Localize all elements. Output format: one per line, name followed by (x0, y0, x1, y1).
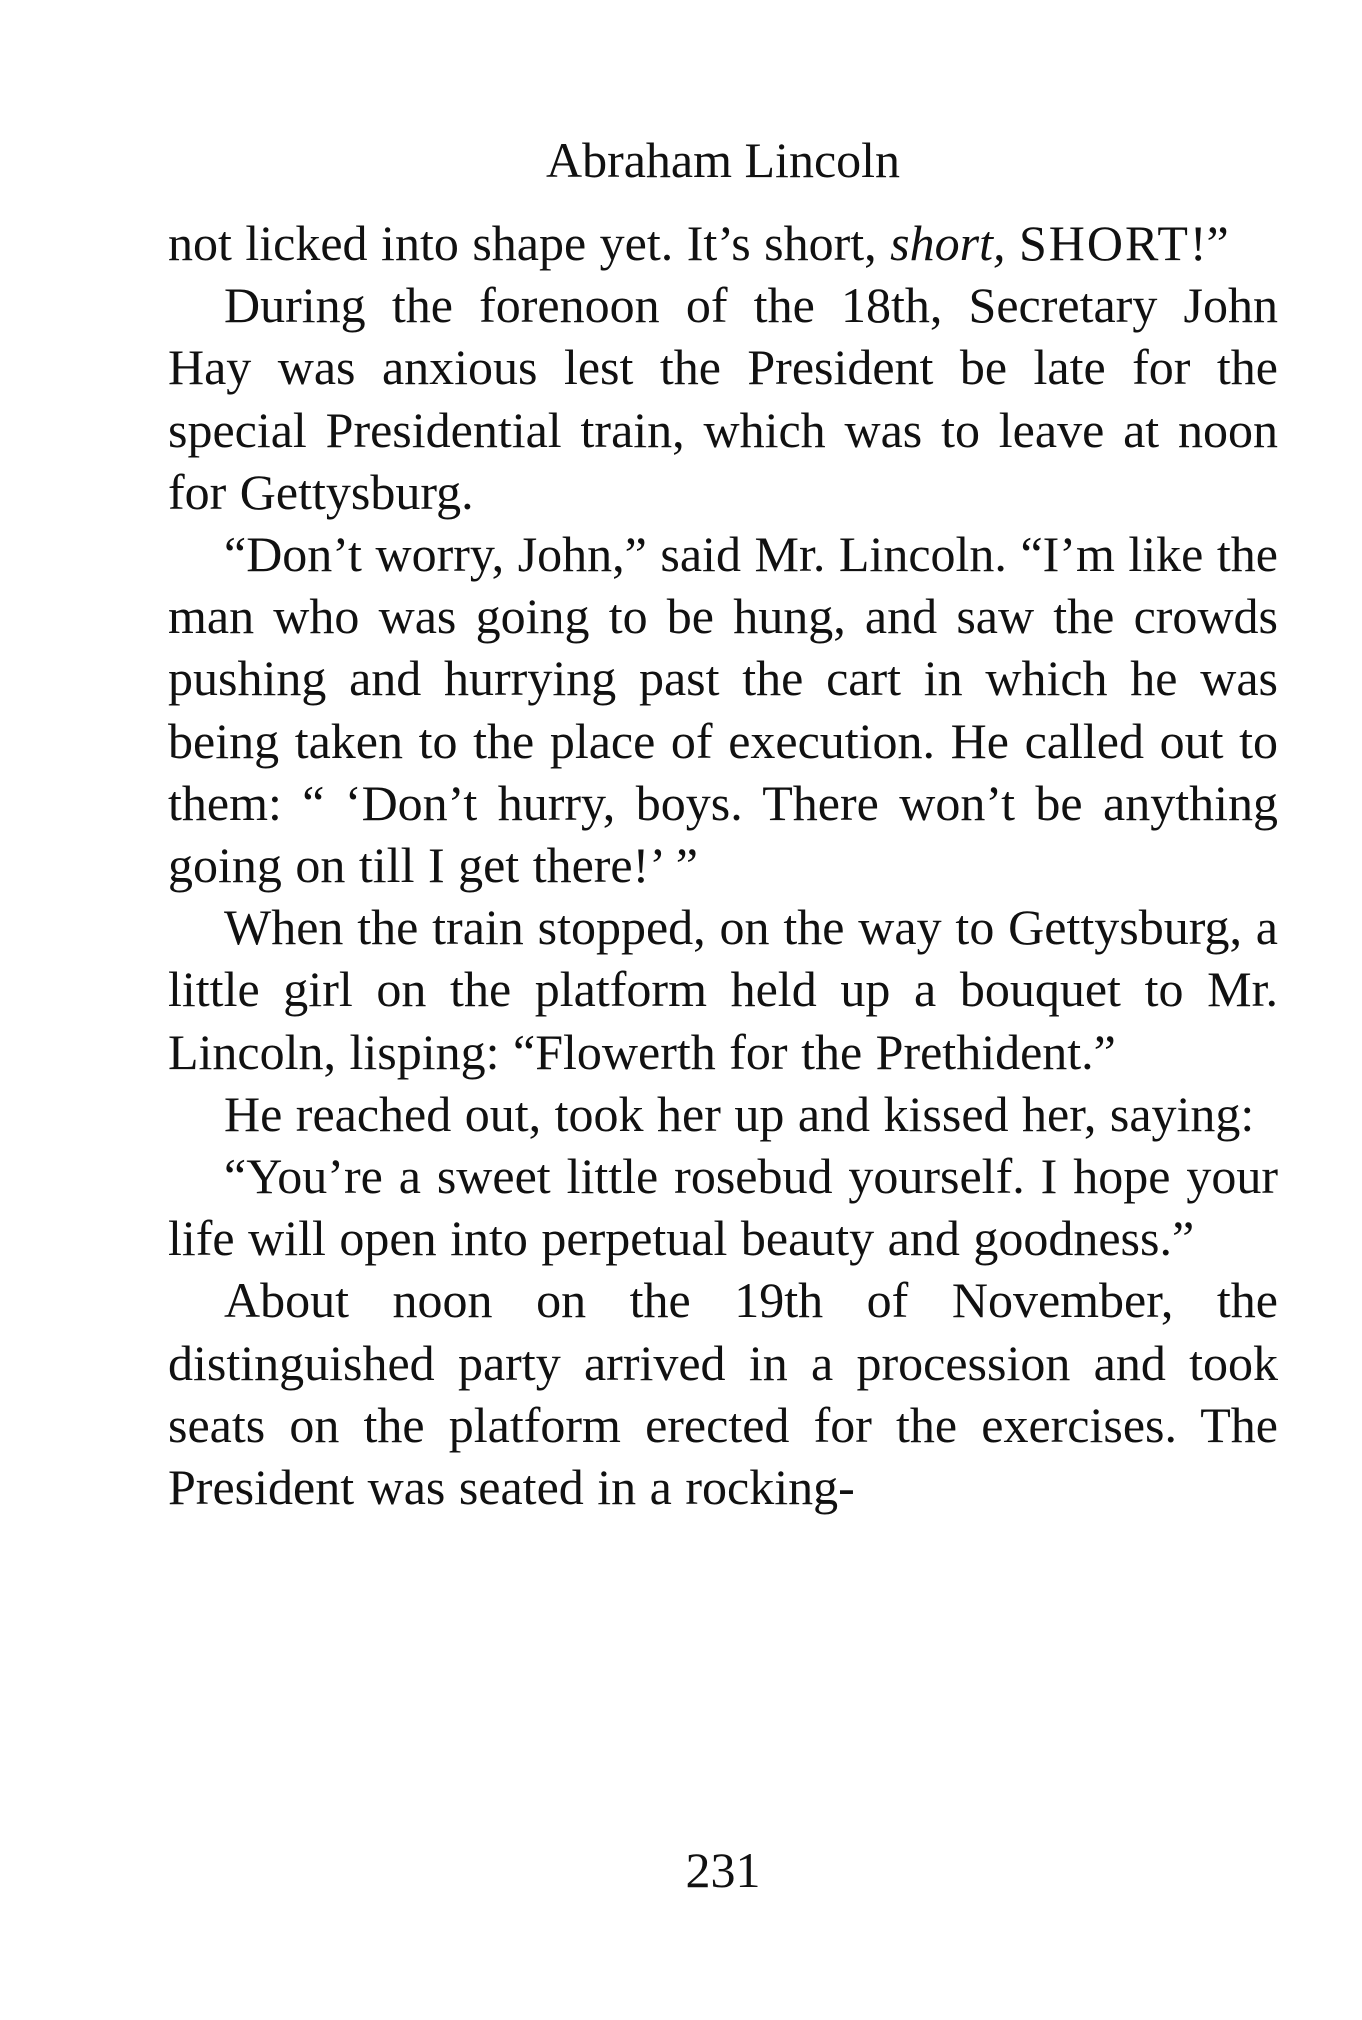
page-body (168, 212, 1278, 1518)
paragraph-text: !” (1189, 215, 1229, 271)
paragraph: During the forenoon of the 18th, Secretary John Hay was anxious lest the President be late for the special Presidential train, which was to leave at noon for Gettysburg. (168, 277, 1278, 520)
paragraph: When the train stopped, on the way to Gettysburg, a little girl on the platform held up a bouquet to Mr. Lincoln, lisping: “Flowerth for the Prethident.” (168, 899, 1278, 1080)
paragraph: He reached out, took her up and kissed her, saying: (224, 1085, 1255, 1142)
paragraph-continued (168, 212, 1278, 274)
paragraph: “You’re a sweet little rosebud yourself. I hope your life will open into perpetual beauty and goodness.” (168, 1148, 1278, 1267)
page-number: 231 (685, 1842, 761, 1898)
running-header: Abraham Lincoln (545, 132, 901, 188)
paragraph: About noon on the 19th of November, the distinguished party arrived in a procession and took seats on the platform erected for the exercises. The President was seated in a rocking- (168, 1272, 1278, 1516)
book-page (168, 130, 1278, 1990)
paragraph-text: not licked into shape yet. It’s short, (168, 215, 891, 271)
paragraph: “Don’t worry, John,” said Mr. Lincoln. “I’m like the man who was going to be hung, and saw the crowds pushing and hurrying past the cart in which he was being taken to the place of execution. He called out to them: “ ‘Don’t hurry, boys. There won’t be anything going on till I get there!’ ” (168, 526, 1278, 894)
emphasis-text: short, (890, 215, 1006, 271)
small-caps-text: SHORT (1018, 215, 1190, 271)
